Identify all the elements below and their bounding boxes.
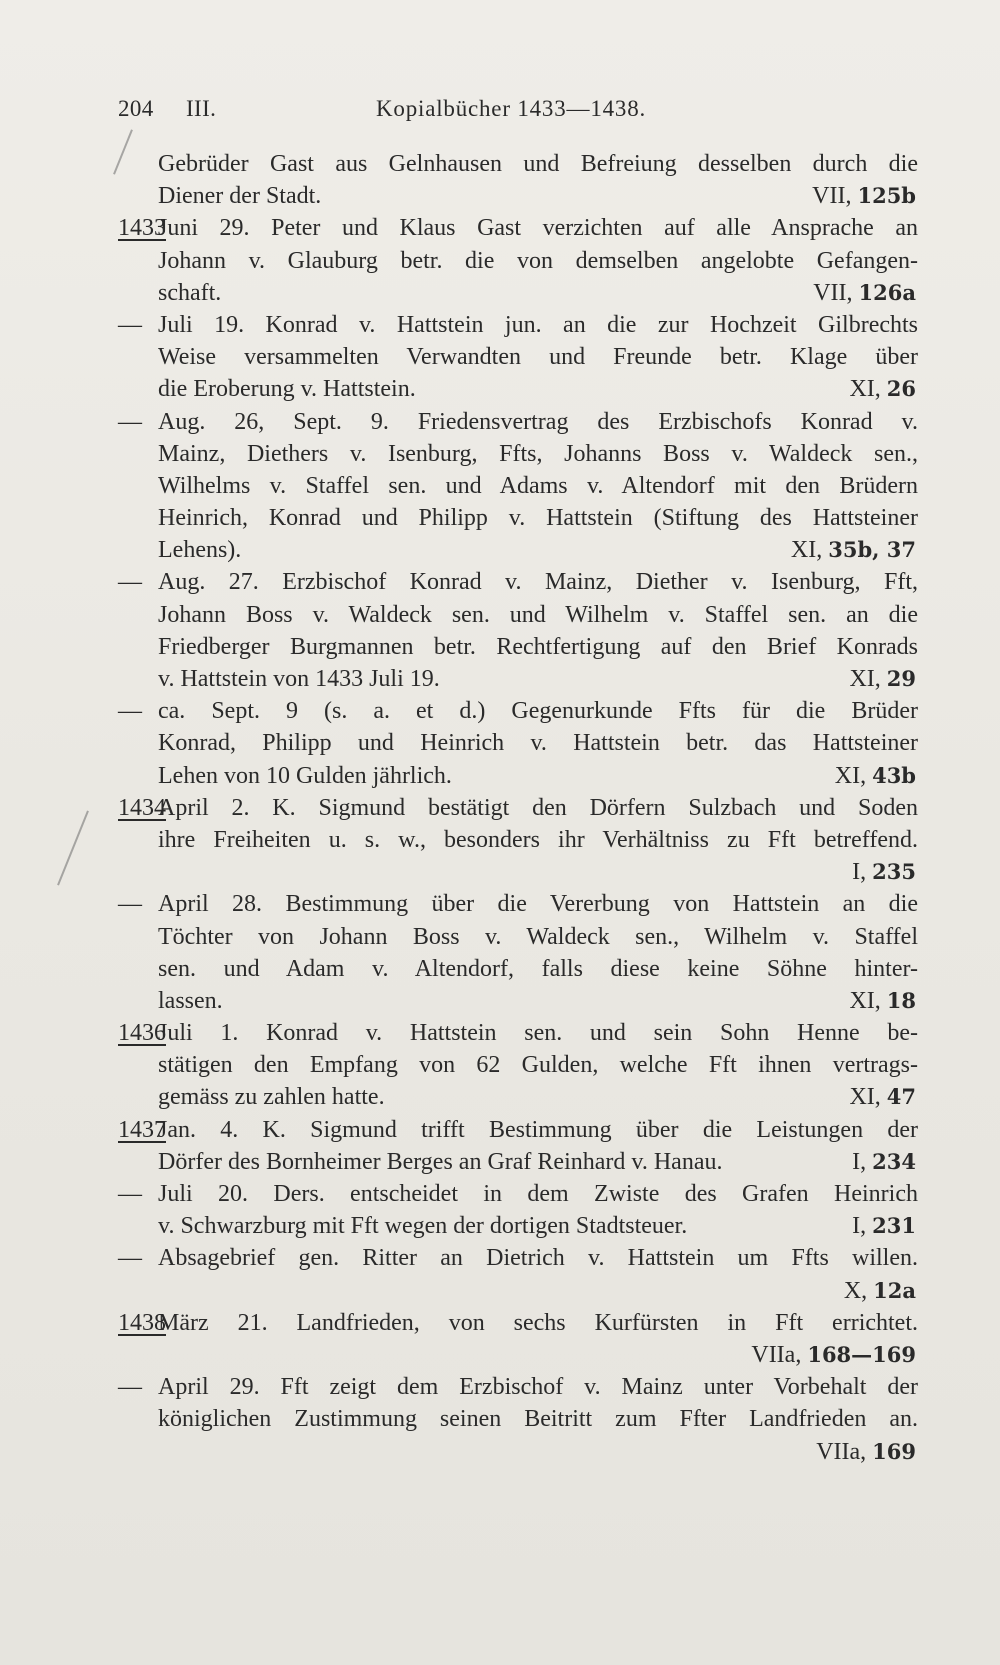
ditto-dash: —: [118, 1181, 142, 1207]
entry-line: [0, 921, 1000, 953]
reference-volume: XI,: [849, 666, 887, 692]
entry-line: [0, 309, 1000, 341]
entry-text: Juli 19. Konrad v. Hattstein jun. an die zur Hochzeit Gilbrechts: [158, 311, 918, 338]
entry-text: ihre Freiheiten u. s. w., besonders ihr Verhältniss zu Fft betreffend.: [158, 826, 918, 853]
entry-text: Lehens).: [158, 537, 242, 564]
reference-folio: 235: [872, 859, 916, 885]
entry-text: Heinrich, Konrad und Philipp v. Hattstein (Stiftung des Hattsteiner: [158, 505, 918, 532]
entry-text: Töchter von Johann Boss v. Waldeck sen., Wilhelm v. Staffel: [158, 923, 918, 950]
entry-line: [0, 212, 1000, 244]
reference-volume: I,: [852, 859, 873, 886]
entry-line: [0, 631, 1000, 663]
entry-line: [0, 1403, 1000, 1435]
entry-line: [0, 534, 1000, 566]
ditto-dash: —: [118, 698, 142, 725]
reference-folio: 26: [886, 376, 916, 402]
reference-folio: 234: [872, 1148, 916, 1174]
entry-text: Wilhelms v. Staffel sen. und Adams v. Altendorf mit den Brüdern: [158, 472, 918, 499]
entry-line: [0, 502, 1000, 534]
reference-folio: 29: [886, 666, 916, 691]
entry-line: [0, 1146, 1000, 1178]
entry-line: [0, 1339, 1000, 1371]
reference-folio: 169: [872, 1438, 916, 1464]
entry-line: [0, 760, 1000, 792]
entry-text: ca. Sept. 9 (s. a. et d.) Gegenurkunde Ffts für die Brüder: [158, 698, 918, 725]
source-reference: [816, 1436, 916, 1468]
page-number: 204: [118, 96, 154, 121]
entry-line: [0, 985, 1000, 1017]
reference-volume: VIIa,: [751, 1341, 808, 1368]
reference-volume: VII,: [812, 183, 858, 210]
entry-text: schaft.: [158, 279, 222, 306]
entry-year: 1433: [118, 215, 166, 242]
entry-text: Friedberger Burgmannen betr. Rechtfertigung auf den Brief Konrads: [158, 633, 918, 660]
source-reference: [852, 1210, 916, 1242]
source-reference: [849, 1081, 916, 1113]
source-reference: [849, 985, 916, 1017]
entry-text: lassen.: [158, 987, 223, 1014]
ditto-dash: —: [118, 311, 142, 338]
entry-text: Johann v. Glauburg betr. die von demselben angelobte Gefangen-: [158, 247, 918, 274]
entry-line: [0, 566, 1000, 598]
entry-text: Diener der Stadt.: [158, 183, 322, 210]
source-reference: [812, 180, 916, 212]
entry-text: Weise versammelten Verwandten und Freunde betr. Klage über: [158, 344, 918, 371]
entry-line: [0, 1081, 1000, 1113]
entry-text: sen. und Adam v. Altendorf, falls diese keine Söhne hinter-: [158, 955, 918, 982]
reference-volume: I,: [852, 1213, 873, 1240]
entry-text: Gebrüder Gast aus Gelnhausen und Befreiung desselben durch die: [158, 151, 918, 177]
entry-line: [0, 953, 1000, 985]
entry-line: [0, 406, 1000, 438]
entry-text: Juni 29. Peter und Klaus Gast verzichten auf alle Ansprache an: [158, 215, 918, 242]
reference-volume: I,: [852, 1148, 873, 1175]
entry-line: [0, 245, 1000, 277]
running-title: Kopialbücher 1433—1438.: [376, 96, 647, 121]
entry-line: [0, 888, 1000, 920]
source-reference: [849, 373, 916, 405]
ditto-dash: —: [118, 408, 142, 435]
entry-line: [0, 180, 1000, 212]
ditto-dash: —: [118, 1374, 142, 1401]
source-reference: [751, 1339, 916, 1371]
source-reference: [844, 1275, 916, 1307]
entry-year: 1434: [118, 794, 166, 821]
reference-volume: VII,: [813, 279, 859, 306]
entry-line: [0, 1371, 1000, 1403]
entry-text: März 21. Landfrieden, von sechs Kurfürsten in Fft errichtet.: [158, 1309, 918, 1336]
entry-line: [0, 695, 1000, 727]
entry-line: [0, 1017, 1000, 1049]
reference-folio: 231: [872, 1213, 916, 1239]
entry-line: [0, 856, 1000, 888]
reference-volume: XI,: [849, 376, 887, 403]
entry-line: [0, 824, 1000, 856]
ditto-dash: —: [118, 569, 142, 596]
reference-folio: 12a: [873, 1277, 916, 1303]
entry-text: April 29. Fft zeigt dem Erzbischof v. Mainz unter Vorbehalt der: [158, 1374, 918, 1401]
reference-volume: X,: [843, 1277, 874, 1304]
entry-text: Aug. 26, Sept. 9. Friedensvertrag des Erzbischofs Konrad v.: [158, 408, 918, 435]
entry-line: [0, 1210, 1000, 1242]
entry-line: [0, 1049, 1000, 1081]
entry-text: Mainz, Diethers v. Isenburg, Ffts, Johanns Boss v. Waldeck sen.,: [158, 440, 918, 467]
reference-folio: 43b: [872, 762, 916, 788]
reference-folio: 35b, 37: [828, 537, 916, 563]
reference-folio: 168—169: [807, 1341, 916, 1367]
reference-folio: 18: [886, 987, 916, 1013]
source-reference: [813, 277, 916, 309]
entry-line: [0, 438, 1000, 470]
entry-text: Absagebrief gen. Ritter an Dietrich v. Hattstein um Ffts willen.: [158, 1245, 918, 1272]
reference-folio: 47: [886, 1084, 916, 1110]
entry-text: v. Schwarzburg mit Fft wegen der dortigen Stadtsteuer.: [158, 1213, 688, 1240]
reference-volume: XI,: [790, 537, 829, 564]
register-entries: [0, 148, 1000, 1468]
entry-text: v. Hattstein von 1433 Juli 19.: [158, 666, 440, 692]
entry-line: [0, 792, 1000, 824]
entry-text: Aug. 27. Erzbischof Konrad v. Mainz, Diether v. Isenburg, Fft,: [158, 569, 918, 596]
entry-text: gemäss zu zahlen hatte.: [158, 1084, 385, 1111]
entry-year: 1436: [118, 1020, 166, 1047]
entry-text: stätigen den Empfang von 62 Gulden, welche Fft ihnen vertrags-: [158, 1052, 918, 1079]
entry-text: Jan. 4. K. Sigmund trifft Bestimmung über die Leistungen der: [158, 1116, 918, 1143]
entry-line: [0, 373, 1000, 405]
ditto-dash: —: [118, 1245, 142, 1272]
running-header: [118, 96, 918, 130]
entry-line: [0, 1436, 1000, 1468]
entry-line: [0, 1242, 1000, 1274]
entry-text: königlichen Zustimmung seinen Beitritt zum Ffter Landfrieden an.: [158, 1406, 918, 1433]
source-reference: [849, 663, 916, 695]
entry-text: Johann Boss v. Waldeck sen. und Wilhelm v. Staffel sen. an die: [158, 601, 918, 628]
entry-line: [0, 1307, 1000, 1339]
entry-text: Dörfer des Bornheimer Berges an Graf Reinhard v. Hanau.: [158, 1148, 723, 1175]
part-number: III.: [186, 96, 217, 121]
entry-text: Juli 20. Ders. entscheidet in dem Zwiste des Grafen Heinrich: [158, 1181, 918, 1207]
entry-text: die Eroberung v. Hattstein.: [158, 376, 416, 403]
entry-line: [0, 470, 1000, 502]
entry-line: [0, 1275, 1000, 1307]
entry-line: [0, 663, 1000, 695]
reference-volume: XI,: [849, 987, 887, 1014]
entry-text: April 28. Bestimmung über die Vererbung von Hattstein an die: [158, 891, 918, 918]
entry-line: [0, 599, 1000, 631]
reference-folio: 125b: [857, 183, 916, 209]
entry-line: [0, 148, 1000, 180]
entry-line: [0, 1178, 1000, 1210]
entry-text: Lehen von 10 Gulden jährlich.: [158, 762, 452, 789]
entry-line: [0, 727, 1000, 759]
reference-volume: VIIa,: [816, 1438, 873, 1465]
entry-text: April 2. K. Sigmund bestätigt den Dörfern Sulzbach und Soden: [158, 794, 918, 821]
entry-line: [0, 277, 1000, 309]
entry-text: Konrad, Philipp und Heinrich v. Hattstein betr. das Hattsteiner: [158, 730, 918, 757]
source-reference: [791, 534, 916, 566]
source-reference: [852, 1146, 916, 1178]
entry-text: Juli 1. Konrad v. Hattstein sen. und sein Sohn Henne be-: [158, 1020, 918, 1047]
source-reference: [852, 856, 916, 888]
entry-year: 1437: [118, 1116, 166, 1143]
source-reference: [835, 760, 916, 792]
reference-volume: XI,: [834, 762, 873, 789]
ditto-dash: —: [118, 891, 142, 918]
reference-volume: XI,: [849, 1084, 887, 1111]
entry-year: 1438: [118, 1309, 166, 1336]
entry-line: [0, 1114, 1000, 1146]
reference-folio: 126a: [858, 279, 916, 305]
entry-line: [0, 341, 1000, 373]
